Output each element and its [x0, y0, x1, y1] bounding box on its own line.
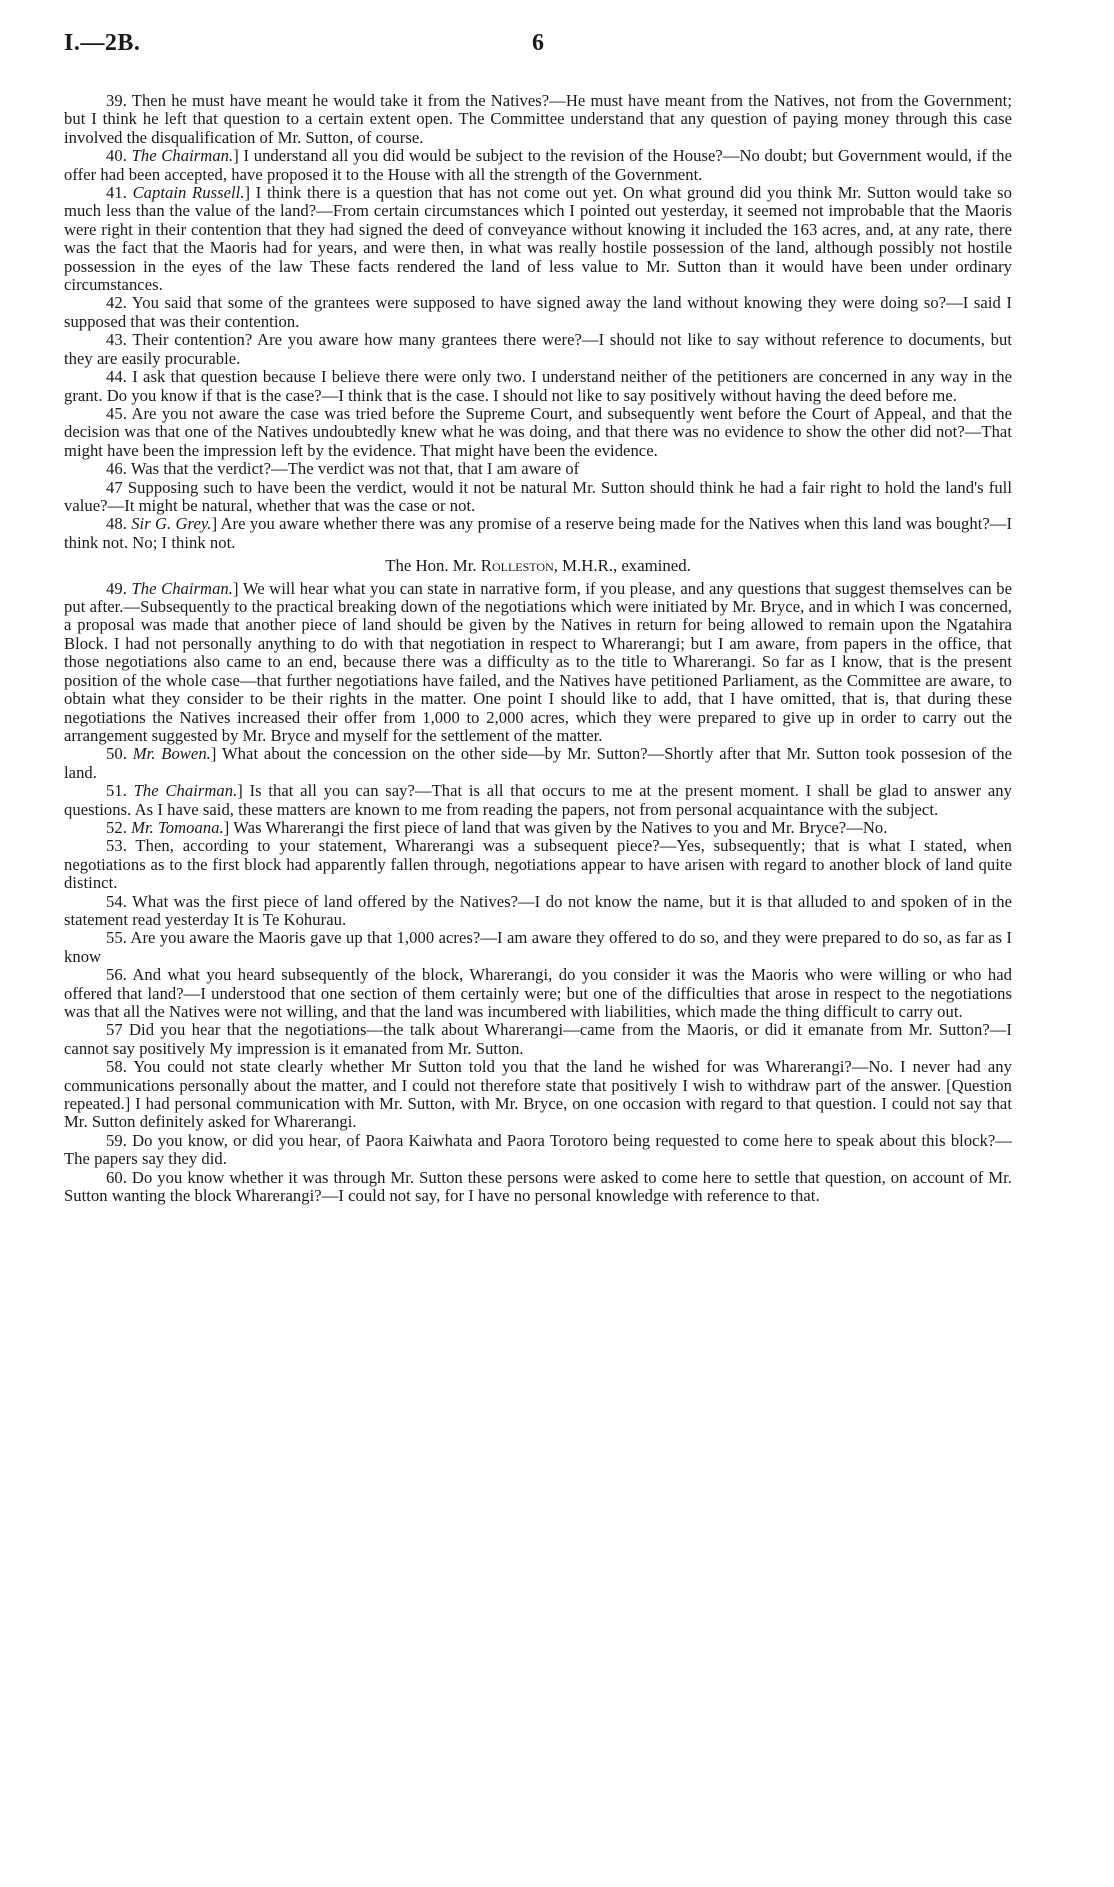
witness-name: Rolleston — [480, 556, 554, 576]
question-paragraph — [64, 1169, 1012, 1206]
heading-prefix: The Hon. Mr. — [385, 556, 477, 576]
document-page — [64, 30, 1012, 1205]
question-number: 54. — [106, 891, 127, 911]
question-paragraph — [64, 479, 1012, 516]
question-number: 45. — [106, 403, 127, 423]
speaker-name: Mr. Tomoana. — [131, 817, 224, 837]
question-number: 46. — [106, 459, 127, 479]
question-text: Was that the verdict?—The verdict was not that, that I am aware of — [130, 459, 580, 479]
question-paragraph — [64, 405, 1012, 460]
question-text: Is that all you can say?—That is all that occurs to me at the present moment. I shall be glad to answer any questions. As I have said, these matters are known to me from reading the papers, not from personal acquaintance with the subject. — [64, 781, 1012, 819]
question-number: 58. — [106, 1057, 127, 1077]
question-number: 48. — [106, 514, 127, 534]
question-text: Then, according to your statement, Wharerangi was a subsequent piece?—Yes, subsequently; that is what I stated, when negotiations as to the first block had apparently fallen through, negotiations appear to have arisen with regard to another block of land quite distinct. — [64, 836, 1012, 893]
question-paragraph — [64, 460, 1012, 478]
question-text: I ask that question because I believe there were only two. I understand neither of the petitioners are concerned in any way in the grant. Do you know if that is the case?—I think that is the case. I should not like to say positively without having the deed before me. — [64, 367, 1013, 405]
question-number: 49. — [106, 578, 127, 598]
question-text: What was the first piece of land offered by the Natives?—I do not know the name, but it is that alluded to and spoken of in the statement read yesterday It is Te Kohurau. — [64, 891, 1012, 929]
question-text: Do you know whether it was through Mr. Sutton these persons were asked to come here to settle that question, on account of Mr. Sutton wanting the block Wharerangi?—I could not say, for I have no personal knowledge with reference to that. — [64, 1167, 1013, 1206]
question-text: Do you know, or did you hear, of Paora Kaiwhata and Paora Torotoro being requested to come here to speak about this block?—The papers say they did. — [64, 1130, 1012, 1169]
page-number: 6 — [532, 30, 544, 56]
question-paragraph: 50. Mr. Bowen.] What about the concession on the other side—by Mr. Sutton?—Shortly after that Mr. Sutton took possesion of the land. — [64, 744, 1012, 782]
question-number: 44. — [106, 367, 127, 387]
question-text: Are you not aware the case was tried before the Supreme Court, and subsequently went before the Court of Appeal, and that the decision was that one of the Natives undoubtedly knew what he was doing, and that there was no evidence to show the other did not?—That might have been the impression left by the evidence. That might have been the evidence. — [64, 403, 1012, 460]
evidence-block-2 — [64, 580, 1012, 1206]
question-paragraph — [64, 929, 1012, 966]
question-number: 51. — [106, 781, 127, 801]
question-text: You could not state clearly whether Mr Sutton told you that the land he wished for was Wharerangi?—No. I never had any communications personally about the matter, and I could not therefore state that positively I wish to withdraw part of the answer. [Question repeated.] I had personal communication with Mr. Sutton, with Mr. Bryce, on one occasion with regard to that question. I could not say that Mr. Sutton definitely asked for Wharerangi. — [64, 1057, 1012, 1132]
question-paragraph: 49. The Chairman.] We will hear what you can state in narrative form, if you please, and any questions that suggest themselves can be put after.—Subsequently to the practical breaking down of the negotiations which were initiated by Mr. Bryce, and in which I was concerned, a proposal was made that another piece of land should be given by the Natives in return for being allowed to remain upon the Ngatahira Block. I had not personally anything to do with that negotiation in respect to Wharerangi; but I am aware, from papers in the office, that those negotiations also came to an end, because there was a difficulty as to the title to Wharerangi. So far as I know, that is the present position of the whole case—that further negotiations have failed, and the Natives have petitioned Parliament, as the Committee are aware, to obtain what they consider to be their rights in the matter. One point I should like to add, that I have omitted, that is, that during these negotiations the Natives increased their offer from 1,000 to 2,000 acres, which they were prepared to give up in order to carry out the arrangement suggested by Mr. Bryce and myself for the settlement of the matter. — [64, 578, 1012, 745]
document-reference: I.—2B. — [64, 30, 141, 56]
question-paragraph — [64, 1058, 1012, 1132]
question-paragraph: 48. Sir G. Grey.] Are you aware whether there was any promise of a reserve being made for the Natives when this land was bought?—I think not. No; I think not. — [64, 514, 1013, 552]
question-paragraph — [64, 331, 1012, 368]
question-paragraph: 51. The Chairman.] Is that all you can say?—That is all that occurs to me at the present moment. I shall be glad to answer any questions. As I have said, these matters are known to me from reading the papers, not from personal acquaintance with the subject. — [64, 781, 1012, 819]
question-number: 53. — [106, 836, 127, 856]
speaker-name: Mr. Bowen. — [132, 744, 211, 764]
question-text: Was Wharerangi the first piece of land that was given by the Natives to you and Mr. Bryce?—No. — [233, 817, 888, 837]
question-text: I understand all you did would be subject to the revision of the House?—No doubt; but Government would, if the offer had been accepted, have proposed it to the House with all the strength of the Government. — [64, 146, 1013, 184]
question-number: 57 — [106, 1020, 123, 1040]
document-body — [64, 92, 1012, 1205]
evidence-block-1 — [64, 92, 1012, 552]
question-number: 40. — [106, 146, 127, 166]
speaker-name: Captain Russell. — [132, 183, 245, 203]
question-text: What about the concession on the other side—by Mr. Sutton?—Shortly after that Mr. Sutton took possesion of the land. — [64, 744, 1012, 782]
question-text: Are you aware the Maoris gave up that 1,000 acres?—I am aware they offered to do so, and they were prepared to do so, as far as I know — [64, 928, 1012, 966]
question-paragraph: 52. Mr. Tomoana.] Was Wharerangi the first piece of land that was given by the Natives to you and Mr. Bryce?—No. — [106, 817, 888, 837]
question-number: 59. — [106, 1130, 127, 1150]
question-paragraph — [64, 368, 1012, 405]
question-text: Then he must have meant he would take it from the Natives?—He must have meant from the Natives, not from the Government; but I think he left that question to a certain extent open. The Committee understand that any question of paying money through this case involved the disqualification of Mr. Sutton, of course. — [64, 91, 1012, 147]
question-text: And what you heard subsequently of the block, Wharerangi, do you consider it was the Maoris who were willing or who had offered that land?—I understood that one section of them certainly were; but one of the difficulties that arose in respect to the negotiations was that all the Natives were not willing, and that the land was incumbered with liabilities, which made the thing difficult to carry out. — [64, 965, 1012, 1021]
question-number: 42. — [106, 293, 127, 313]
question-text: I think there is a question that has not come out yet. On what ground did you think Mr. Sutton would take so much less than the value of the land?—From certain circumstances which I pointed out yesterday, it seemed not improbable that the Maoris were right in their contention that they had signed the deed of conveyance without knowing it included the 163 acres, and, at any rate, there was the fact that the Maoris had for years, and were then, in what was really hostile possession of the land, although possibly not hostile possession in the eyes of the law These facts rendered the land of less value to Mr. Sutton than it would have been under ordinary circumstances. — [64, 183, 1013, 295]
question-paragraph — [64, 294, 1012, 331]
question-paragraph — [64, 92, 1012, 147]
question-paragraph — [64, 893, 1012, 930]
question-text: Did you hear that the negotiations—the talk about Wharerangi—came from the Maoris, or did it emanate from Mr. Sutton?—I cannot say positively My impression is it emanated from Mr. Sutton. — [64, 1020, 1012, 1058]
question-text: Their contention? Are you aware how many grantees there were?—I should not like to say without reference to documents, but they are easily procurable. — [64, 330, 1012, 368]
speaker-name: The Chairman. — [131, 578, 233, 598]
question-number: 41. — [106, 183, 127, 203]
question-text: Supposing such to have been the verdict, would it not be natural Mr. Sutton should think he had a fair right to hold the land's full value?—It might be natural, whether that was the case or not. — [64, 477, 1012, 515]
speaker-name: The Chairman. — [131, 146, 234, 166]
question-number: 56. — [106, 965, 127, 985]
question-text: Are you aware whether there was any promise of a reserve being made for the Natives when this land was bought?—I think not. No; I think not. — [64, 514, 1013, 552]
question-paragraph: 40. The Chairman.] I understand all you did would be subject to the revision of the House?—No doubt; but Government would, if the offer had been accepted, have proposed it to the House with all the strength of the Government. — [64, 146, 1013, 184]
question-text: You said that some of the grantees were supposed to have signed away the land without knowing they were doing so?—I said I supposed that was their contention. — [64, 293, 1013, 331]
question-number: 50. — [106, 744, 127, 764]
speaker-name: Sir G. Grey. — [131, 514, 212, 534]
question-paragraph — [64, 966, 1012, 1021]
question-paragraph — [64, 837, 1012, 892]
question-paragraph — [64, 1021, 1012, 1058]
question-number: 52. — [106, 817, 127, 837]
heading-suffix: , M.H.R., examined. — [553, 556, 691, 576]
witness-heading — [64, 557, 1012, 576]
question-number: 47 — [106, 477, 123, 497]
question-paragraph — [64, 1132, 1012, 1169]
question-number: 60. — [106, 1167, 127, 1187]
question-paragraph: 41. Captain Russell.] I think there is a question that has not come out yet. On what ground did you think Mr. Sutton would take so much less than the value of the land?—From certain circumstances which I pointed out yesterday, it seemed not improbable that the Maoris were right in their contention that they had signed the deed of conveyance without knowing it included the 163 acres, and, at any rate, there was the fact that the Maoris had for years, and were then, in what was really hostile possession of the land, although possibly not hostile possession in the eyes of the law These facts rendered the land of less value to Mr. Sutton than it would have been under ordinary circumstances. — [64, 183, 1013, 295]
question-number: 55. — [106, 928, 127, 948]
question-number: 43. — [106, 330, 127, 350]
speaker-name: The Chairman. — [133, 781, 238, 801]
question-number: 39. — [106, 91, 127, 110]
page-header — [64, 30, 1012, 74]
question-text: We will hear what you can state in narrative form, if you please, and any questions that suggest themselves can be put after.—Subsequently to the practical breaking down of the negotiations which were initiated by Mr. Bryce, and in which I was concerned, a proposal was made that another piece of land should be given by the Natives in return for being allowed to remain upon the Ngatahira Block. I had not personally anything to do with that negotiation in respect to Wharerangi; but I am aware, from papers in the office, that those negotiations also came to an end, because there was a difficulty as to the title to Wharerangi. So far as I know, that is the present position of the whole case—that further negotiations have failed, and the Natives have petitioned Parliament, as the Committee are aware, to obtain what they consider to be their rights in the matter. One point I should like to add, that I have omitted, that is, that during these negotiations the Natives increased their offer from 1,000 to 2,000 acres, which they were prepared to give up in order to carry out the arrangement suggested by Mr. Bryce and myself for the settlement of the matter. — [64, 578, 1012, 745]
